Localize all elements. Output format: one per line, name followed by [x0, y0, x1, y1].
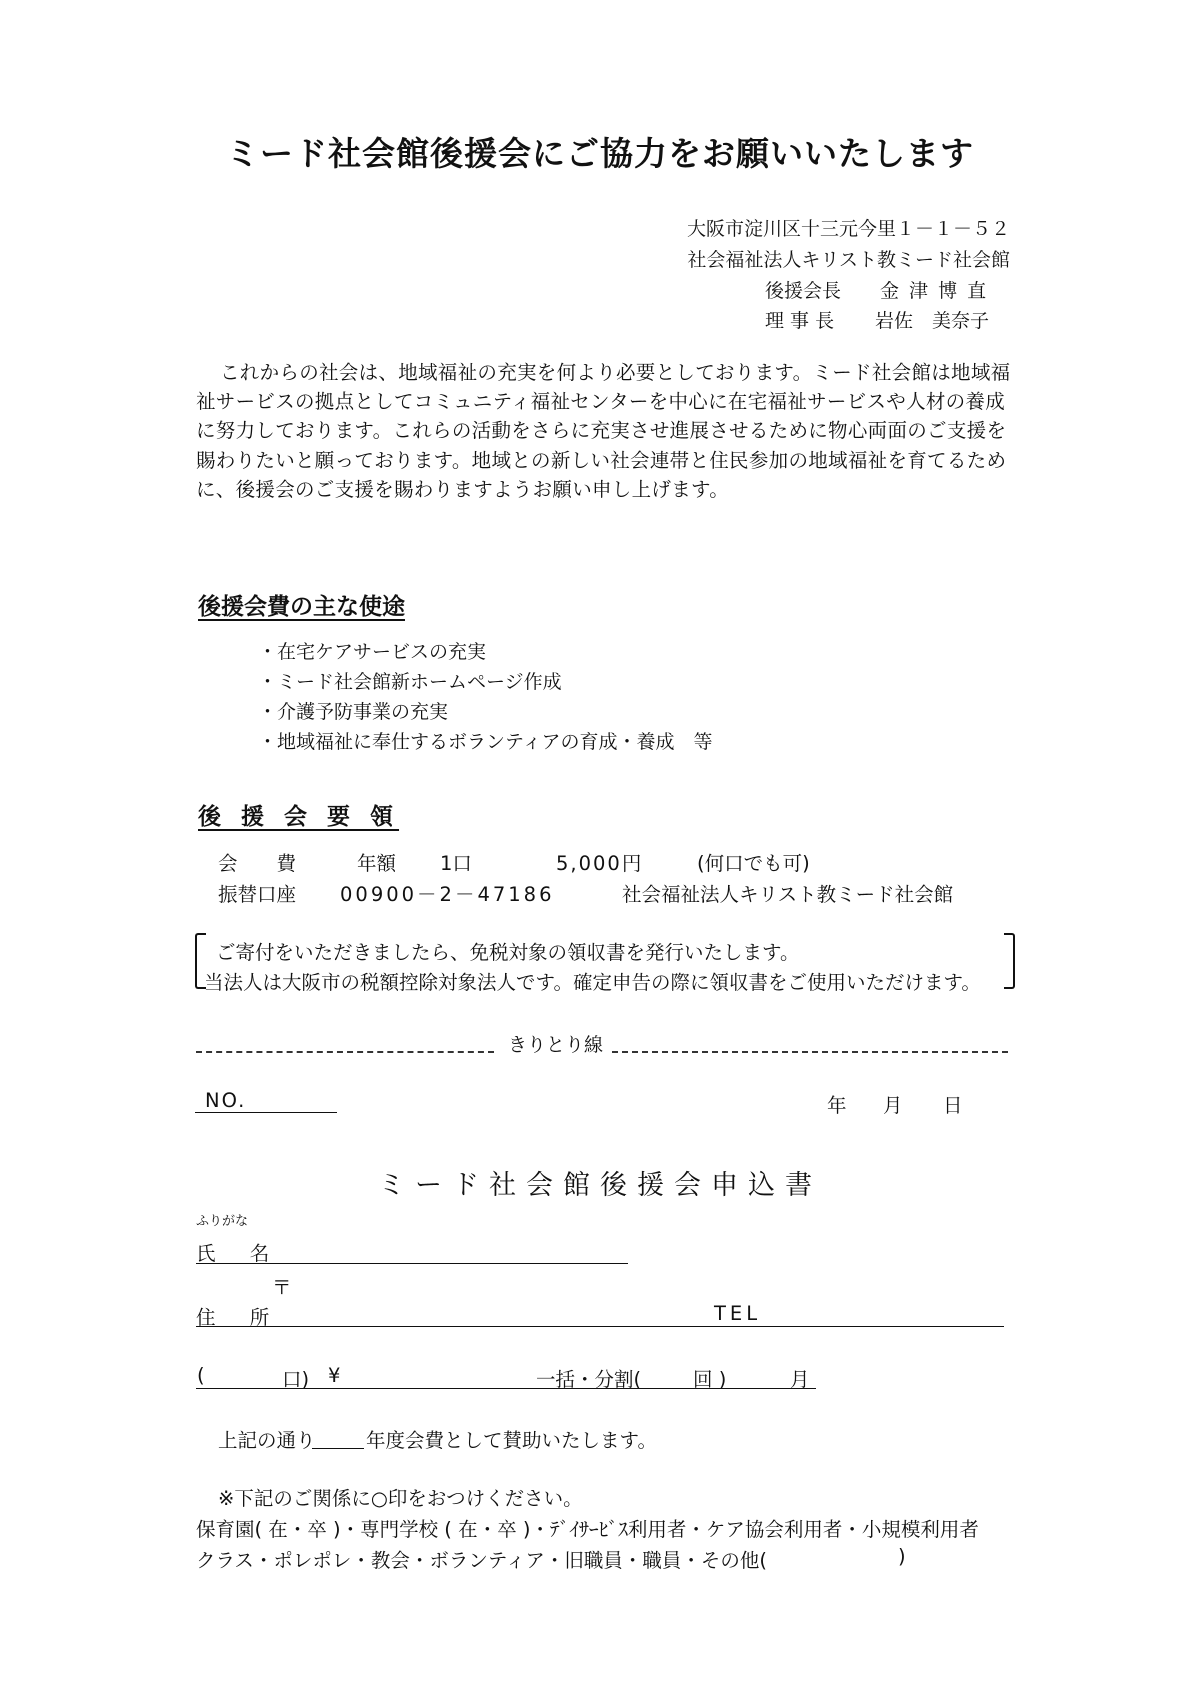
fee-note: (何口でも可) — [697, 852, 810, 875]
director-name: 岩佐 美奈子 — [875, 310, 990, 332]
furigana-label: ふりがな — [196, 1214, 249, 1229]
relation-close: ) — [898, 1545, 906, 1568]
cut-line-right — [612, 1051, 1008, 1053]
form-date-year: 年 — [827, 1094, 847, 1117]
address-tel-field[interactable] — [196, 1326, 1004, 1327]
uses-item: ・介護予防事業の充実 — [258, 701, 449, 723]
tel-label: TEL — [714, 1302, 762, 1325]
form-date-day: 日 — [943, 1094, 963, 1117]
uses-item: ・ミード社会館新ホームページ作成 — [258, 671, 562, 693]
uses-item: ・地域福祉に奉仕するボランティアの育成・養成 等 — [258, 731, 713, 753]
sender-address: 大阪市淀川区十三元今里１－１－５２ — [686, 218, 1010, 240]
name-label: 氏 名 — [196, 1242, 284, 1265]
cut-line-left — [196, 1051, 494, 1053]
fee-amount: 5,000円 — [556, 852, 644, 875]
form-title: ミード社会館後援会申込書 — [378, 1170, 822, 1201]
page-title: ミード社会館後援会にご協力をお願いいたします — [226, 134, 974, 173]
postal-mark: 〒 — [272, 1276, 292, 1299]
month-label: 月 — [790, 1368, 810, 1391]
form-no-field[interactable] — [195, 1112, 337, 1113]
cut-line-label: きりとり線 — [508, 1034, 604, 1056]
right-bracket — [1004, 933, 1015, 989]
account-label: 振替口座 — [218, 883, 297, 906]
tax-note-line2: 当法人は大阪市の税額控除対象法人です。確定申告の際に領収書をご使用いただけます。 — [204, 971, 981, 994]
relation-line1: 保育園( 在・卒 )・専門学校 ( 在・卒 )・ﾃﾞｲｻｰﾋﾞｽ利用者・ケア協会利用者・小規模利用者 — [196, 1518, 979, 1541]
fee-annual: 年額 — [357, 852, 397, 875]
chair-name: 金 津 博 直 — [880, 280, 989, 302]
chair-label: 後援会長 — [765, 280, 842, 302]
pledge-prefix: 上記の通り — [218, 1429, 316, 1452]
account-name: 社会福祉法人キリスト教ミード社会館 — [622, 883, 954, 906]
fee-unit: 1口 — [440, 852, 472, 875]
intro-paragraph: これからの社会は、地域福祉の充実を何より必要としております。ミード社会館は地域福祉サービスの拠点としてコミュニティ福祉センターを中心に在宅福祉サービスや人材の養成に努力しております。これらの活動をさらに充実させ進展させるために物心両面のご支援を賜わりたいと願っております。地域との新しい社会連帯と住民参加の地域福祉を育てるために、後援会のご支援を賜わりますようお願い申し上げます。 — [196, 361, 1011, 501]
form-date-month: 月 — [883, 1094, 903, 1117]
director-label: 理 事 長 — [765, 310, 835, 332]
payment-label: 一括・分割( — [536, 1368, 642, 1391]
sender-organization: 社会福祉法人キリスト教ミード社会館 — [687, 249, 1010, 271]
form-no-label: NO. — [205, 1089, 247, 1112]
pledge-year-field[interactable] — [312, 1448, 364, 1449]
fee-label: 会 費 — [218, 852, 297, 875]
address-label: 住 所 — [196, 1306, 284, 1329]
name-field[interactable] — [196, 1263, 628, 1264]
units-open: ( — [197, 1364, 205, 1387]
tax-note-line1: ご寄付をいただきましたら、免税対象の領収書を発行いたします。 — [216, 941, 800, 964]
yen-mark: ¥ — [328, 1364, 341, 1387]
payment-field[interactable] — [196, 1388, 816, 1389]
account-number: 00900－2－47186 — [340, 883, 555, 906]
relation-line2: クラス・ポレポレ・教会・ボランティア・旧職員・職員・その他( — [196, 1549, 767, 1572]
pledge-suffix: 年度会費として賛助いたします。 — [366, 1429, 657, 1452]
relation-note: ※下記のご関係に○印をおつけください。 — [218, 1487, 583, 1510]
guidelines-heading: 後 援 会 要 領 — [198, 804, 400, 830]
units-label: 口) — [282, 1368, 310, 1391]
uses-heading: 後援会費の主な使途 — [198, 594, 405, 620]
times-label: 回 ) — [693, 1368, 727, 1391]
uses-item: ・在宅ケアサービスの充実 — [258, 641, 487, 663]
